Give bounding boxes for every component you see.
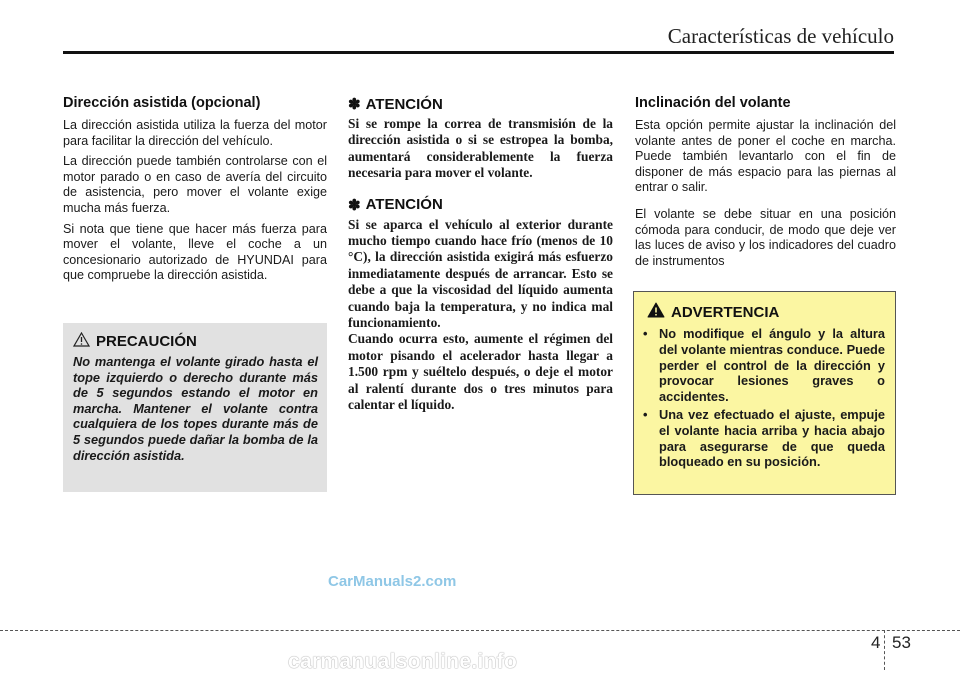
caution-triangle-icon xyxy=(73,332,90,351)
header-rule xyxy=(63,51,894,54)
section-heading-tilt-steering: Inclinación del volante xyxy=(635,95,791,111)
attention-title: ATENCIÓN xyxy=(365,196,443,214)
asterisk-icon: ✽ xyxy=(348,196,361,214)
middle-column xyxy=(348,95,613,414)
warning-triangle-icon xyxy=(647,302,665,322)
paragraph: Esta opción permite ajustar la inclinación del volante antes de poner el coche en marcha. Puede también levantarlo con el fin de disponer de más espacio para las piernas al entrar o salir. xyxy=(635,118,896,195)
warning-title xyxy=(647,302,885,322)
page-number: 53 xyxy=(892,633,911,652)
page-number-separator xyxy=(884,630,885,670)
bullet: • xyxy=(643,326,648,341)
attention-text-2a: Si se aparca el vehículo al exterior durante mucho tiempo cuando hace frío (menos de 10 °C), la dirección asistida exigirá más esfuerzo inmediatamente después de arrancar. Esto se debe a que la viscosidad del líquido aumenta cuando baja la temperatura, y no indica mal funcionamiento. xyxy=(348,216,613,331)
warning-item-text: Una vez efectuado el ajuste, empuje el volante hacia arriba y hacia abajo para asegurarse de que queda bloqueado en su posición. xyxy=(659,406,885,470)
attention-text-2b: Cuando ocurra esto, aumente el régimen del motor pisando el acelerador hasta llegar a 1.500 rpm y suéltelo después, o deje el motor al ralentí durante dos o tres minutos para calentar el líquido. xyxy=(348,331,613,413)
attention-text-1: Si se rompe la correa de transmisión de la dirección asistida o si se estropea la bomba, aumentará considerablemente la fuerza necesaria para mover el volante. xyxy=(348,116,613,181)
right-column xyxy=(635,95,896,274)
footer-site-watermark: carmanualsonline.info xyxy=(288,650,518,673)
warning-title-label: ADVERTENCIA xyxy=(671,303,780,321)
warning-item xyxy=(643,326,885,405)
asterisk-icon: ✽ xyxy=(348,96,361,113)
attention-heading-1 xyxy=(348,95,613,113)
warning-item xyxy=(643,407,885,470)
caution-title-label: PRECAUCIÓN xyxy=(96,333,197,350)
bullet: • xyxy=(643,406,648,422)
warning-box xyxy=(633,291,896,495)
footer-rule xyxy=(0,630,960,631)
left-column xyxy=(63,95,327,289)
warning-item-text: No modifique el ángulo y la altura del volante mientras conduce. Puede perder el control de la dirección y provocar lesiones graves o accidentes. xyxy=(659,326,885,405)
attention-heading-2 xyxy=(348,196,613,214)
section-heading-power-steering: Dirección asistida (opcional) xyxy=(63,95,261,111)
caution-title xyxy=(73,332,318,351)
watermark-link[interactable]: CarManuals2.com xyxy=(328,573,457,590)
paragraph: La dirección puede también controlarse con el motor parado o en caso de avería del circuito de asistencia, pero mover el volante exige mucha más fuerza. xyxy=(63,154,327,215)
header-title: Características de vehículo xyxy=(667,24,894,48)
paragraph: La dirección asistida utiliza la fuerza del motor para facilitar la dirección del vehículo. xyxy=(63,118,327,148)
paragraph: Si nota que tiene que hacer más fuerza para mover el volante, lleve el coche a un concesionario autorizado de HYUNDAI para que compruebe la dirección asistida. xyxy=(63,221,327,283)
caution-box xyxy=(63,323,327,492)
chapter-number: 4 xyxy=(871,633,881,652)
attention-title: ATENCIÓN xyxy=(365,95,443,113)
paragraph: El volante se debe situar en una posición cómoda para conducir, de modo que deje ver las luces de aviso y los indicadores del cuadro de instrumentos xyxy=(635,206,896,268)
caution-text: No mantenga el volante girado hasta el tope izquierdo o derecho durante más de 5 segundos estando el motor en marcha. Mantener el volante contra cualquiera de los topes durante más de 5 segundos puede dañar la bomba de la dirección asistida. xyxy=(73,354,318,463)
